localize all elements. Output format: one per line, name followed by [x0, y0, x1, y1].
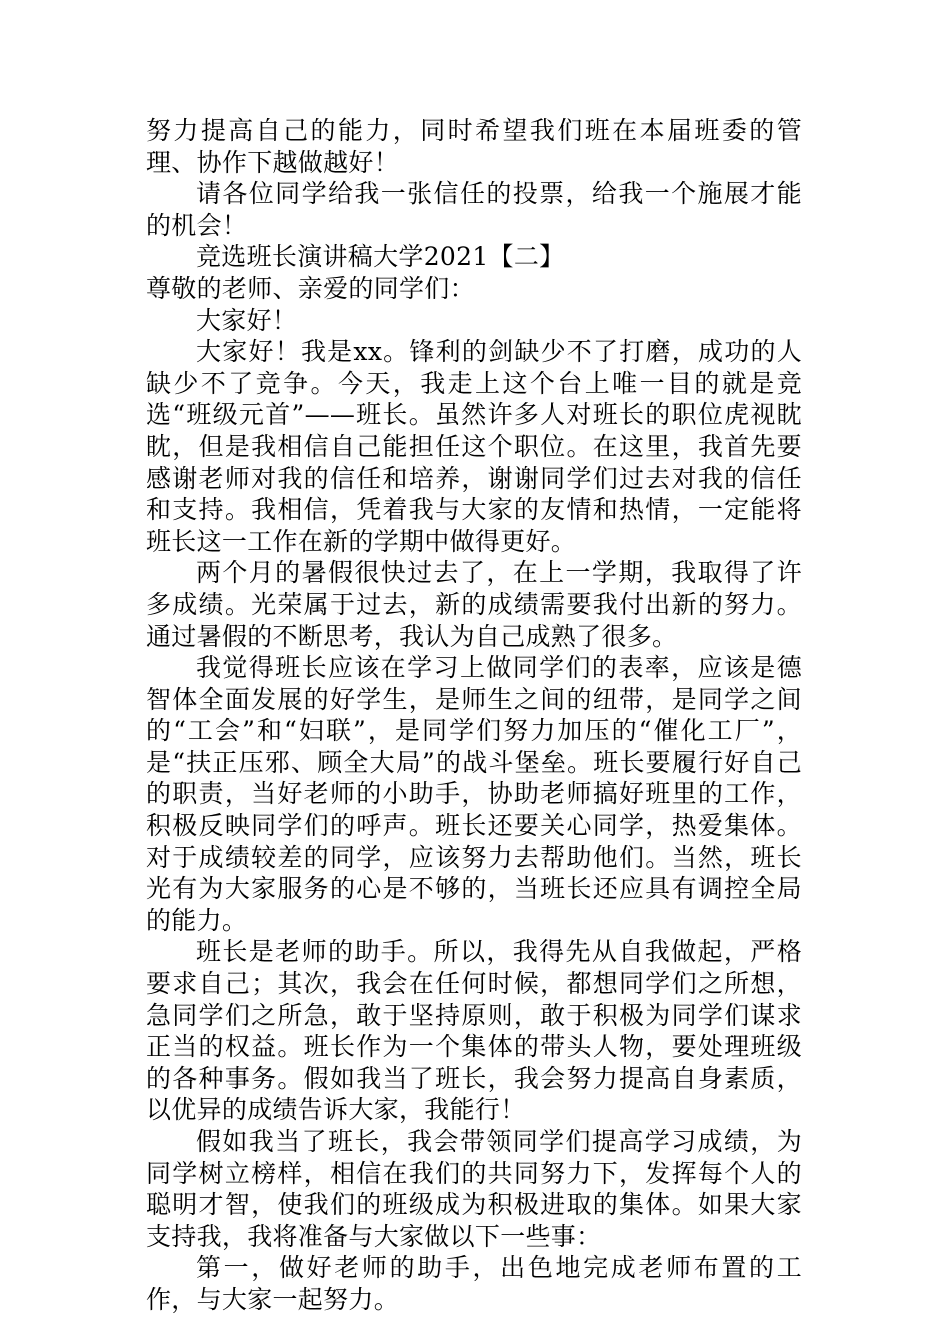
greeting: 大家好！: [196, 305, 298, 335]
paragraph-assistant: 班长是老师的助手。所以，我得先从自我做起，严格要求自己；其次，我会在任何时候，都想同学们之所想，急同学们之所急，敢于坚持原则，敢于积极为同学们谋求正当的权益。班长作为一个集体的带头人物，要处理班级的各种事务。假如我当了班长，我会努力提高自身素质，以优异的成绩告诉大家，我能行！: [146, 937, 802, 1125]
paragraph-introduction: 大家好！我是xx。锋利的剑缺少不了打磨，成功的人缺少不了竞争。今天，我走上这个台上唯一目的就是竞选“班级元首”——班长。虽然许多人对班长的职位虎视眈眈，但是我相信自己能担任这个职位。在这里，我首先要感谢老师对我的信任和培养，谢谢同学们过去对我的信任和支持。我相信，凭着我与大家的友情和热情，一定能将班长这一工作在新的学期中做得更好。: [146, 337, 802, 556]
paragraph-first-point: 第一，做好老师的助手，出色地完成老师布置的工作，与大家一起努力。: [146, 1253, 802, 1314]
paragraph-continuation: 努力提高自己的能力，同时希望我们班在本届班委的管理、协作下越做越好！: [146, 116, 802, 177]
salutation: 尊敬的老师、亲爱的同学们：: [146, 273, 475, 303]
paragraph-role: 我觉得班长应该在学习上做同学们的表率，应该是德智体全面发展的好学生，是师生之间的纽带，是同学之间的“工会”和“妇联”，是同学们努力加压的“催化工厂”，是“扶正压邪、顾全大局”的战斗堡垒。班长要履行好自己的职责，当好老师的小助手，协助老师搞好班里的工作，积极反映同学们的呼声。班长还要关心同学，热爱集体。对于成绩较差的同学，应该努力去帮助他们。当然，班长光有为大家服务的心是不够的，当班长还应具有调控全局的能力。: [146, 653, 802, 935]
paragraph-summer: 两个月的暑假很快过去了，在上一学期，我取得了许多成绩。光荣属于过去，新的成绩需要我付出新的努力。通过暑假的不断思考，我认为自己成熟了很多。: [146, 558, 802, 651]
paragraph-plan: 假如我当了班长，我会带领同学们提高学习成绩，为同学树立榜样，相信在我们的共同努力下，发挥每个人的聪明才智，使我们的班级成为积极进取的集体。如果大家支持我，我将准备与大家做以下一些事：: [146, 1127, 802, 1251]
document-page: [146, 115, 802, 1316]
section-heading: 竞选班长演讲稿大学2021【二】: [196, 242, 565, 272]
paragraph-vote-request: 请各位同学给我一张信任的投票，给我一个施展才能的机会！: [146, 179, 802, 240]
